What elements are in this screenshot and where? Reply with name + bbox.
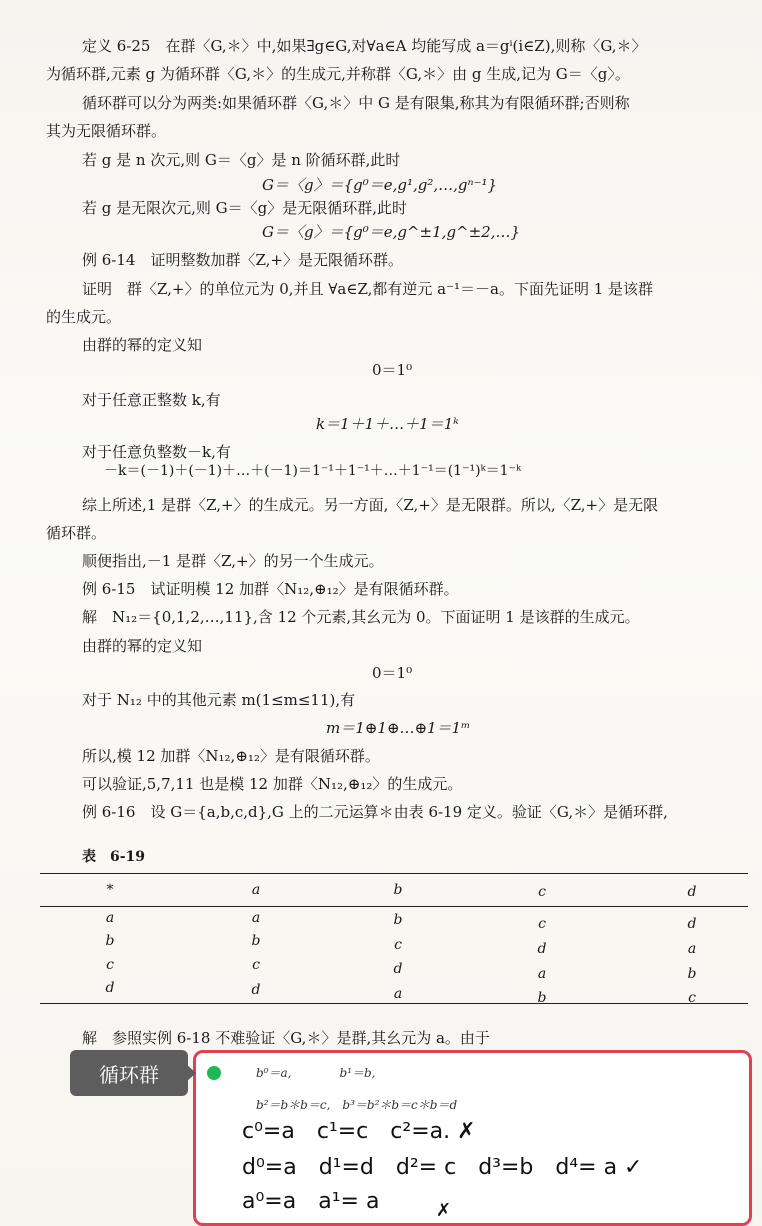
handwritten-line-d: d⁰=a d¹=d d²= c d³=b d⁴= a ✓ [242,1155,643,1180]
table-cell: d [251,982,261,998]
formula-negative-k: －k＝(－1)＋(－1)＋…＋(－1)＝1⁻¹＋1⁻¹＋…＋1⁻¹＝(1⁻¹)ᵏ＝1⁻ᵏ [104,463,522,479]
proof-line-2: 的生成元。 [46,308,122,326]
proof-line-5: 对于任意负整数－k,有 [82,443,231,461]
printed-power-line-2: b²＝b＊b＝c, b³＝b²＊b＝c＊b＝d [256,1098,458,1112]
cross-mark-icon: ✗ [436,1200,452,1221]
proof-line-3: 由群的幂的定义知 [82,336,203,354]
solution-line-5: 可以验证,5,7,11 也是模 12 加群〈N₁₂,⊕₁₂〉的生成元。 [82,775,463,793]
solution-6-16-line: 解 参照实例 6-18 不难验证〈G,＊〉是群,其幺元为 a。由于 [82,1029,490,1047]
table-header-cell: a [251,882,261,898]
table-cell: d [105,980,115,996]
table-cell: a [105,910,115,926]
solution-line-1: 解 N₁₂＝{0,1,2,…,11},含 12 个元素,其幺元为 0。下面证明 1 是该群的生成元。 [82,608,640,626]
table-cell: c [106,957,114,973]
green-dot-icon [207,1066,221,1080]
table-cell: a [687,941,697,957]
table-header-cell: * [106,882,114,898]
table-cell: b [251,933,261,949]
table-cell: a [251,910,261,926]
table-header-cell: d [687,884,697,900]
table-cell: d [393,961,403,977]
formula-positive-k: k＝1＋1＋…＋1＝1ᵏ [316,415,459,433]
definition-line-2: 为循环群,元素 g 为循环群〈G,＊〉的生成元,并称群〈G,＊〉由 g 生成,记为 G＝〈g〉。 [46,65,630,83]
table-cell: c [252,957,260,973]
table-header-cell: c [538,884,546,900]
annotation-tag[interactable]: 循环群 [70,1050,188,1096]
formula-finite-cyclic: G＝〈g〉＝{g⁰＝e,g¹,g²,…,gⁿ⁻¹} [262,176,498,194]
table-cell: a [537,966,547,982]
example-6-15-title: 例 6-15 试证明模 12 加群〈N₁₂,⊕₁₂〉是有限循环群。 [82,580,459,598]
example-6-14-title: 例 6-14 证明整数加群〈Z,+〉是无限循环群。 [82,251,403,269]
solution-line-2: 由群的幂的定义知 [82,637,203,655]
paragraph-line-2: 其为无限循环群。 [46,122,167,140]
solution-line-4: 所以,模 12 加群〈N₁₂,⊕₁₂〉是有限循环群。 [82,747,380,765]
handwritten-line-a: a⁰=a a¹= a [242,1189,380,1214]
printed-power-line-1: b⁰＝a, b¹＝b, [256,1066,376,1080]
tag-pointer-icon [186,1064,196,1082]
handwritten-line-c: c⁰=a c¹=c c²=a. ✗ [242,1119,476,1144]
table-cell: a [393,986,403,1002]
proof-line-4: 对于任意正整数 k,有 [82,391,221,409]
formula-m-power: m＝1⊕1⊕…⊕1＝1ᵐ [326,719,471,737]
paragraph-line-4: 若 g 是无限次元,则 G＝〈g〉是无限循环群,此时 [82,199,408,217]
definition-line-1: 定义 6-25 在群〈G,＊〉中,如果∃g∈G,对∀a∈A 均能写成 a＝gⁱ(i∈Z),则称〈G,＊〉 [82,37,647,55]
paragraph-line-1: 循环群可以分为两类:如果循环群〈G,＊〉中 G 是有限集,称其为有限循环群;否则称 [82,94,630,112]
table-cell: c [688,990,696,1006]
proof-line-1: 证明 群〈Z,+〉的单位元为 0,并且 ∀a∈Z,都有逆元 a⁻¹＝－a。下面先证明 1 是该群 [82,280,654,298]
table-title: 表 6-19 [82,849,146,865]
table-header-rule [40,906,748,907]
paragraph-line-3: 若 g 是 n 次元,则 G＝〈g〉是 n 阶循环群,此时 [82,151,401,169]
table-bottom-rule [40,1003,748,1004]
table-cell: c [394,937,402,953]
table-cell: c [538,916,546,932]
table-cell: b [105,933,115,949]
remark-line: 顺便指出,－1 是群〈Z,+〉的另一个生成元。 [82,552,384,570]
proof-line-7: 循环群。 [46,524,107,542]
formula-zero-power-2: 0＝1⁰ [372,664,413,682]
solution-line-3: 对于 N₁₂ 中的其他元素 m(1≤m≤11),有 [82,691,356,709]
formula-infinite-cyclic: G＝〈g〉＝{g⁰＝e,g^±1,g^±2,…} [262,223,521,241]
proof-line-6: 综上所述,1 是群〈Z,+〉的生成元。另一方面,〈Z,+〉是无限群。所以,〈Z,+〉是无限 [82,496,659,514]
table-top-rule [40,873,748,874]
table-cell: d [687,916,697,932]
formula-zero-power: 0＝1⁰ [372,361,413,379]
example-6-16-title: 例 6-16 设 G＝{a,b,c,d},G 上的二元运算＊由表 6-19 定义。验证〈G,＊〉是循环群, [82,803,668,821]
table-cell: b [537,990,547,1006]
table-cell: d [537,941,547,957]
table-cell: b [687,966,697,982]
table-header-cell: b [393,882,403,898]
table-cell: b [393,912,403,928]
